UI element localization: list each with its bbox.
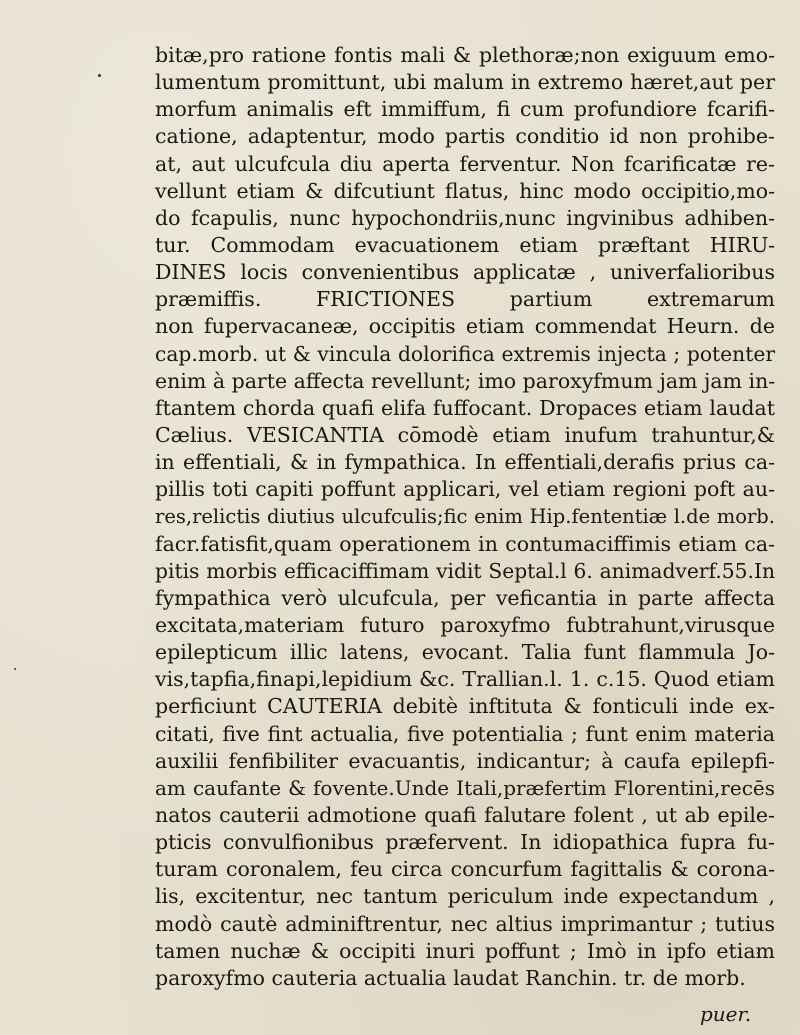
text-line: catione, adaptentur, modo partis conditio id non prohibe- [155,124,775,149]
text-line: pitis morbis efficaciffimam vidit Septal.l 6. animadverf.55.In [155,558,775,583]
text-line: excitata,materiam futuro paroxyfmo fubtrahunt,virusque [155,612,775,637]
text-line: cap.morb. ut & vincula dolorifica extremis injecta ; potenter [155,341,775,366]
text-line: pticis convulfionibus præfervent. In idiopathica fupra fu- [155,830,775,855]
text-line: enim à parte affecta revellunt; imo paroxyfmum jam jam in- [155,368,776,393]
text-line: vellunt etiam & difcutiunt flatus, hinc modo occipitio,mo- [155,178,775,203]
text-line: morfum animalis eft immiffum, fi cum profundiore fcarifi- [155,97,775,122]
text-line: ftantem chorda quafi elifa fuffocant. Dropaces etiam laudat [155,395,775,420]
text-line: auxilii fenfibiliter evacuantis, indicantur; à caufa epilepfi- [155,748,775,773]
latin-text-body [155,42,775,992]
text-line: paroxyfmo cauteria actualia laudat Ranchin. tr. de morb. [155,965,746,990]
text-line: præmiffis. FRICTIONES partium extremarum [155,287,775,312]
text-line: fympathica verò ulcufcula, per veficantia in parte affecta [155,585,775,610]
text-line: modò cautè adminiftrentur, nec altius imprimantur ; tutius [155,911,775,936]
text-line: citati, five fint actualia, five potentialia ; funt enim materia [155,721,775,746]
ink-speck [14,668,16,670]
text-line: facr.fatisfit,quam operationem in contumaciffimis etiam ca- [155,531,775,556]
text-line: pillis toti capiti poffunt applicari, vel etiam regioni poft au- [155,477,775,502]
text-line: lis, excitentur, nec tantum periculum inde expectandum , [155,884,775,909]
text-line: res,relictis diutius ulcufculis;fic enim Hip.fententiæ l.de morb. [155,505,775,529]
text-line: lumentum promittunt, ubi malum in extremo hæret,aut per [155,70,775,95]
text-line: tur. Commodam evacuationem etiam præftant HIRU- [155,232,775,257]
text-line: perficiunt CAUTERIA debitè inftituta & fonticuli inde ex- [155,694,775,719]
catchword: puer. [700,1002,752,1026]
text-line: am caufante & fovente.Unde Itali,præfertim Florentini,recēs [155,775,775,800]
text-line: non fupervacaneæ, occipitis etiam commendat Heurn. de [155,314,775,339]
text-line: turam coronalem, feu circa concurfum fagittalis & corona- [155,857,775,882]
text-line: vis,tapfia,finapi,lepidium &c. Trallian.l. 1. c.15. Quod etiam [155,667,775,692]
text-line: in effentiali, & in fympathica. In effentiali,derafis prius ca- [155,450,775,475]
text-line: do fcapulis, nunc hypochondriis,nunc ingvinibus adhiben- [155,205,775,230]
ink-speck [98,74,101,77]
text-line: natos cauterii admotione quafi falutare folent , ut ab epile- [155,802,775,827]
text-line: bitæ,pro ratione fontis mali & plethoræ;non exiguum emo- [155,43,775,67]
text-line: Cælius. VESICANTIA cōmodè etiam inufum trahuntur,& [155,422,775,447]
text-line: DINES locis convenientibus applicatæ , univerfalioribus [155,260,775,285]
text-line: epilepticum illic latens, evocant. Talia funt flammula Jo- [155,640,775,665]
text-line: tamen nuchæ & occipiti inuri poffunt ; Imò in ipfo etiam [155,938,775,963]
text-line: at, aut ulcufcula diu aperta ferventur. Non fcarificatæ re- [155,151,775,176]
